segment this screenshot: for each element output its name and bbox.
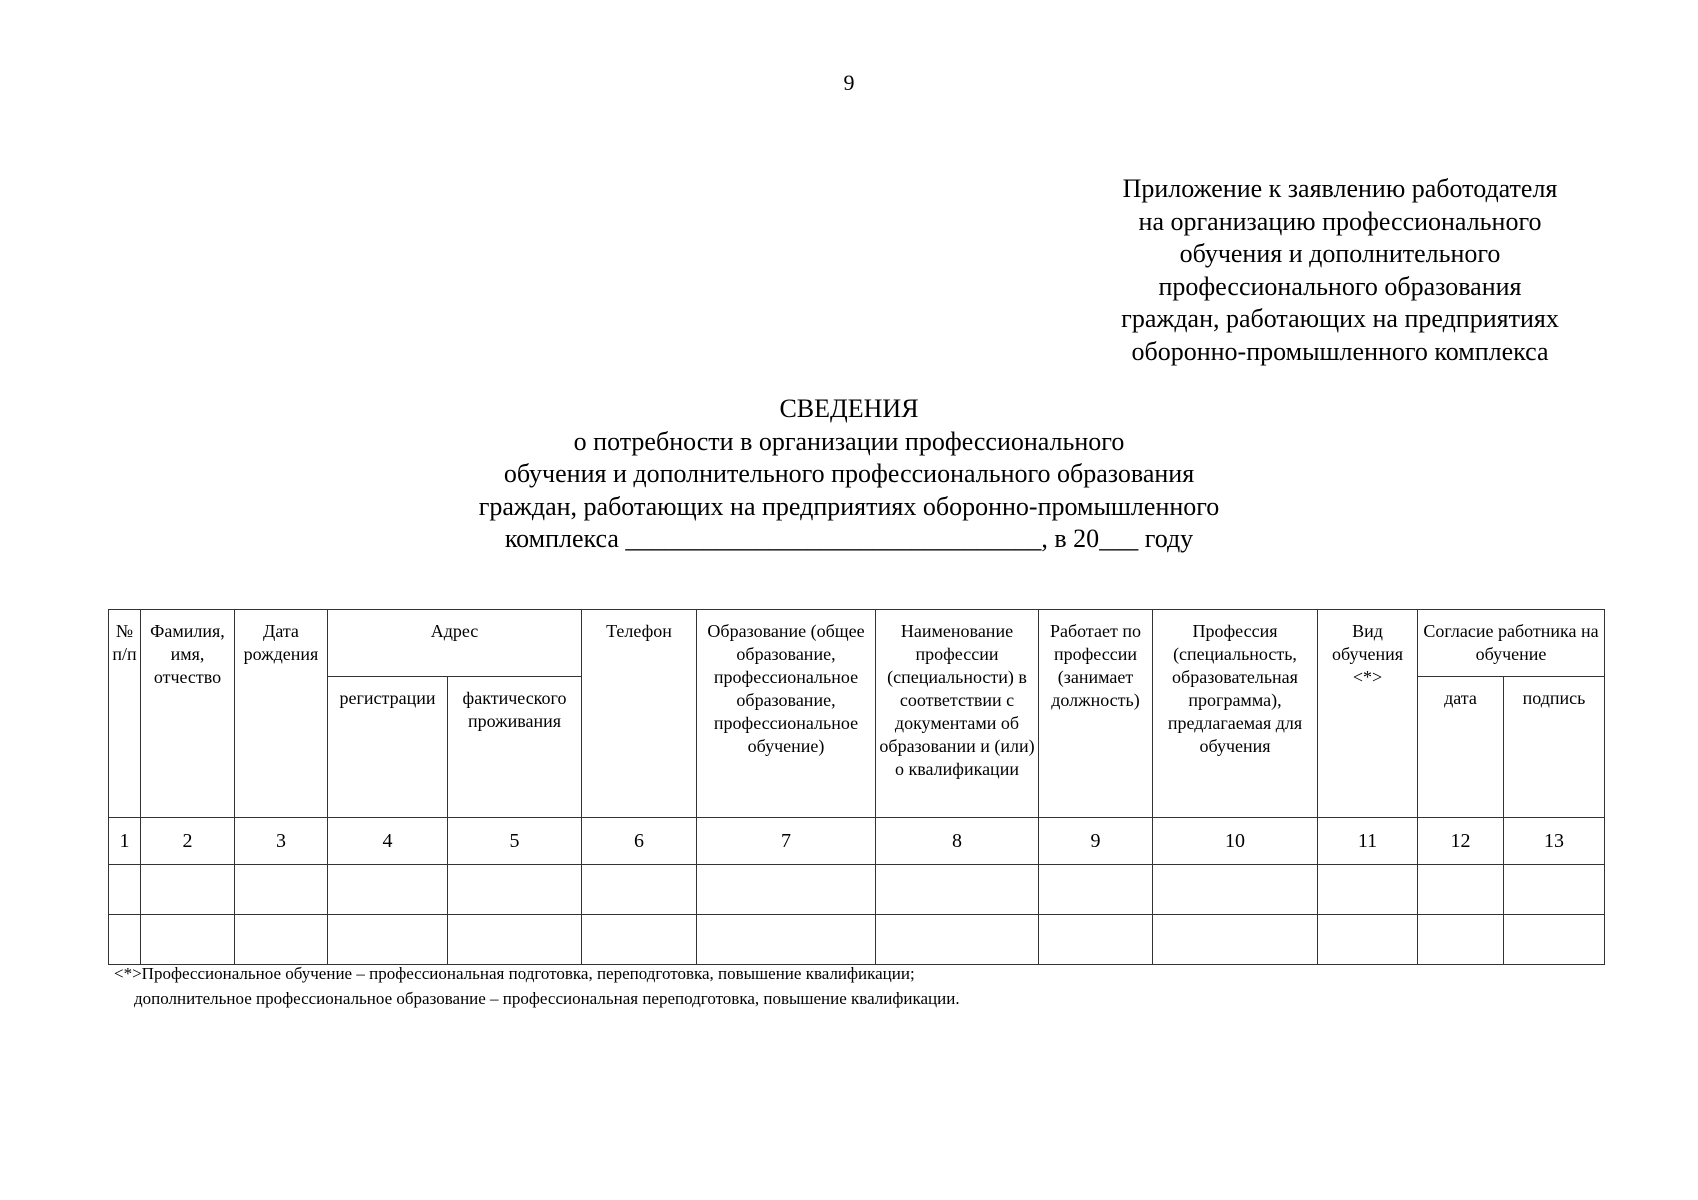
title-line: обучения и дополнительного профессионального образования <box>503 459 1195 488</box>
appendix-note <box>1080 173 1600 368</box>
empty-cell[interactable] <box>1418 865 1504 915</box>
column-number: 8 <box>876 818 1039 865</box>
empty-cell[interactable] <box>235 865 328 915</box>
empty-cell[interactable] <box>582 915 697 965</box>
empty-cell[interactable] <box>697 915 876 965</box>
header-profession-offered: Профессия (специальность, образовательная программа), предлагаемая для обучения <box>1153 610 1318 818</box>
document-title <box>0 393 1698 556</box>
column-number: 13 <box>1504 818 1605 865</box>
header-profession-name: Наименование профессии (специальности) в соответствии с документами об образовании и (или) о квалификации <box>876 610 1039 818</box>
header-training-type: Вид обучения <*> <box>1318 610 1418 818</box>
empty-cell[interactable] <box>109 865 141 915</box>
year-label: , в 20 <box>1041 524 1100 553</box>
header-consent-signature: подпись <box>1504 677 1605 818</box>
footnote <box>114 961 1414 1011</box>
column-number: 11 <box>1318 818 1418 865</box>
header-education: Образование (общее образование, профессиональное образование, профессиональное обучение) <box>697 610 876 818</box>
empty-cell[interactable] <box>582 865 697 915</box>
complex-label: комплекса <box>504 524 619 553</box>
title-heading: СВЕДЕНИЯ <box>779 394 919 423</box>
needs-table <box>108 609 1605 965</box>
empty-cell[interactable] <box>141 915 235 965</box>
table-row <box>109 865 1605 915</box>
column-number: 1 <box>109 818 141 865</box>
empty-cell[interactable] <box>1504 915 1605 965</box>
empty-cell[interactable] <box>1039 915 1153 965</box>
empty-cell[interactable] <box>1153 865 1318 915</box>
empty-cell[interactable] <box>448 915 582 965</box>
title-line-complex <box>0 523 1698 556</box>
header-address-actual: фактического проживания <box>448 677 582 818</box>
empty-cell[interactable] <box>235 915 328 965</box>
page-number: 9 <box>843 70 855 95</box>
column-number: 7 <box>697 818 876 865</box>
empty-cell[interactable] <box>328 865 448 915</box>
column-number: 9 <box>1039 818 1153 865</box>
title-line: граждан, работающих на предприятиях оборонно-промышленного <box>478 491 1220 521</box>
empty-cell[interactable] <box>1153 915 1318 965</box>
year-suffix: году <box>1138 524 1194 553</box>
empty-cell[interactable] <box>141 865 235 915</box>
header-works-as: Работает по профессии (занимает должность) <box>1039 610 1153 818</box>
column-number: 2 <box>141 818 235 865</box>
header-birth-date: Дата рождения <box>235 610 328 818</box>
column-number: 3 <box>235 818 328 865</box>
year-blank[interactable]: ___ <box>1099 524 1139 553</box>
column-number: 4 <box>328 818 448 865</box>
header-address-registration: регистрации <box>328 677 448 818</box>
header-num: № п/п <box>109 610 141 818</box>
table-row <box>109 915 1605 965</box>
empty-cell[interactable] <box>1504 865 1605 915</box>
footnote-line: дополнительное профессиональное образование – профессиональная переподготовка, повышение квалификации. <box>134 989 960 1008</box>
appendix-line: оборонно-промышленного комплекса <box>1131 336 1549 366</box>
column-numbers-row <box>109 818 1605 865</box>
column-number: 10 <box>1153 818 1318 865</box>
empty-cell[interactable] <box>697 865 876 915</box>
empty-cell[interactable] <box>876 865 1039 915</box>
header-consent-date: дата <box>1418 677 1504 818</box>
appendix-line: граждан, работающих на предприятиях <box>1121 304 1559 333</box>
empty-cell[interactable] <box>876 915 1039 965</box>
empty-cell[interactable] <box>1318 865 1418 915</box>
header-phone: Телефон <box>582 610 697 818</box>
title-line: о потребности в организации профессионального <box>573 426 1125 456</box>
complex-name-blank[interactable]: ________________________________ <box>625 524 1042 553</box>
empty-cell[interactable] <box>1039 865 1153 915</box>
empty-cell[interactable] <box>109 915 141 965</box>
appendix-line: профессионального образования <box>1158 271 1522 301</box>
footnote-line: <*>Профессиональное обучение – профессиональная подготовка, переподготовка, повышение квалификации; <box>114 964 915 983</box>
appendix-line: на организацию профессионального <box>1138 206 1542 236</box>
column-number: 12 <box>1418 818 1504 865</box>
column-number: 6 <box>582 818 697 865</box>
header-fio: Фамилия, имя, отчество <box>141 610 235 818</box>
empty-cell[interactable] <box>1318 915 1418 965</box>
appendix-line: обучения и дополнительного <box>1179 239 1501 268</box>
empty-cell[interactable] <box>448 865 582 915</box>
header-address: Адрес <box>328 610 582 677</box>
empty-cell[interactable] <box>1418 915 1504 965</box>
column-number: 5 <box>448 818 582 865</box>
header-consent: Согласие работника на обучение <box>1418 610 1605 677</box>
empty-cell[interactable] <box>328 915 448 965</box>
appendix-line: Приложение к заявлению работодателя <box>1122 174 1558 203</box>
